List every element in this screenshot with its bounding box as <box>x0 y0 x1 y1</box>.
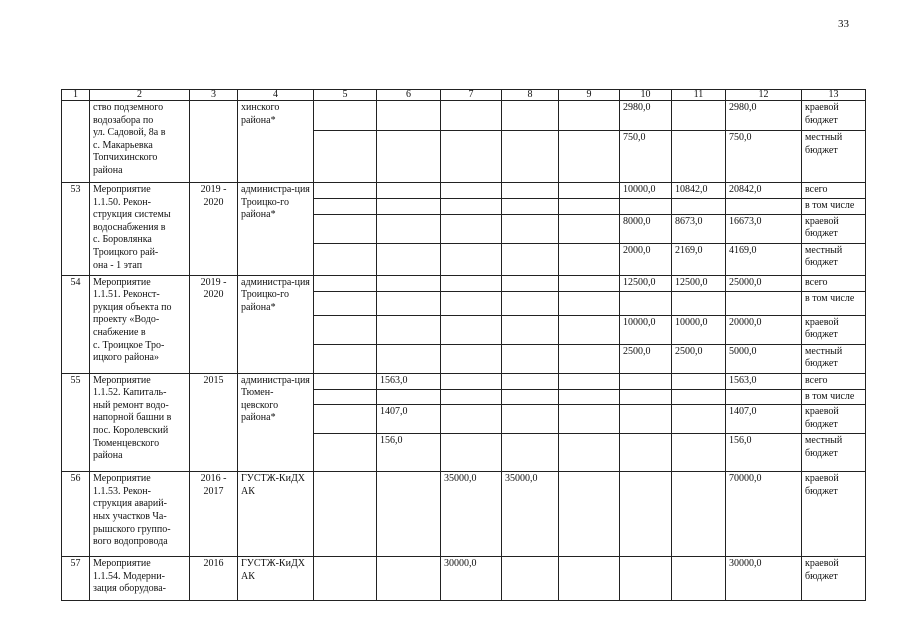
value-cell: 10000,0 <box>672 315 726 344</box>
cell <box>441 389 502 405</box>
cell <box>314 101 377 131</box>
cell <box>502 131 559 183</box>
funding-source: местный бюджет <box>802 243 866 275</box>
cell <box>620 405 672 434</box>
cell <box>559 275 620 291</box>
measure-description: ство подземного водозабора по ул. Садовой, 8а в с. Макарьевка Топчихинского района <box>90 101 190 183</box>
measure-description: Мероприятие 1.1.53. Рекон- струкция аварий- ных участков Ча- рышского группо- вого водопровода <box>90 472 190 557</box>
value-cell: 1563,0 <box>377 373 441 389</box>
cell <box>314 344 377 373</box>
value-cell: 156,0 <box>726 434 802 472</box>
table-row <box>62 373 866 389</box>
years <box>190 101 238 183</box>
funding-source: в том числе <box>802 199 866 215</box>
table-row <box>62 472 866 557</box>
funding-source: краевой бюджет <box>802 101 866 131</box>
header-cell: 4 <box>238 90 314 101</box>
cell <box>620 472 672 557</box>
value-cell: 10000,0 <box>620 183 672 199</box>
value-cell: 2500,0 <box>620 344 672 373</box>
cell <box>377 243 441 275</box>
cell <box>559 373 620 389</box>
cell <box>314 405 377 434</box>
cell <box>559 389 620 405</box>
value-cell: 10000,0 <box>620 315 672 344</box>
cell <box>441 291 502 315</box>
cell <box>441 405 502 434</box>
table-row <box>62 101 866 131</box>
measure-description: Мероприятие 1.1.50. Рекон- струкция системы водоснабжения в с. Боровлянка Троицкого рай- она - 1 этап <box>90 183 190 276</box>
cell <box>441 101 502 131</box>
cell <box>559 291 620 315</box>
value-cell: 1563,0 <box>726 373 802 389</box>
cell <box>377 291 441 315</box>
value-cell: 35000,0 <box>441 472 502 557</box>
years: 2016 <box>190 557 238 601</box>
funding-source: всего <box>802 275 866 291</box>
cell <box>314 275 377 291</box>
cell <box>672 199 726 215</box>
cell <box>620 389 672 405</box>
row-number: 53 <box>62 183 90 276</box>
value-cell: 2000,0 <box>620 243 672 275</box>
cell <box>377 472 441 557</box>
cell <box>314 434 377 472</box>
header-cell: 13 <box>802 90 866 101</box>
funding-source: в том числе <box>802 389 866 405</box>
value-cell: 4169,0 <box>726 243 802 275</box>
cell <box>377 101 441 131</box>
value-cell: 12500,0 <box>672 275 726 291</box>
header-cell: 5 <box>314 90 377 101</box>
cell <box>314 472 377 557</box>
value-cell: 30000,0 <box>726 557 802 601</box>
cell <box>502 557 559 601</box>
cell <box>314 214 377 243</box>
cell <box>620 434 672 472</box>
cell <box>672 373 726 389</box>
cell <box>620 557 672 601</box>
measure-description: Мероприятие 1.1.54. Модерни- зация оборудова- <box>90 557 190 601</box>
cell <box>620 373 672 389</box>
executor: администра-ция Троицко-го района* <box>238 275 314 373</box>
cell <box>314 389 377 405</box>
program-table <box>61 89 866 601</box>
cell <box>502 275 559 291</box>
value-cell: 750,0 <box>620 131 672 183</box>
table-row <box>62 183 866 199</box>
cell <box>559 199 620 215</box>
cell <box>559 405 620 434</box>
cell <box>559 434 620 472</box>
cell <box>441 183 502 199</box>
header-cell: 7 <box>441 90 502 101</box>
cell <box>672 472 726 557</box>
cell <box>559 131 620 183</box>
table-row <box>62 275 866 291</box>
funding-source: краевой бюджет <box>802 557 866 601</box>
value-cell: 1407,0 <box>726 405 802 434</box>
row-number: 56 <box>62 472 90 557</box>
header-cell: 8 <box>502 90 559 101</box>
header-cell: 2 <box>90 90 190 101</box>
cell <box>672 291 726 315</box>
cell <box>314 315 377 344</box>
value-cell: 750,0 <box>726 131 802 183</box>
value-cell: 20000,0 <box>726 315 802 344</box>
value-cell: 8673,0 <box>672 214 726 243</box>
funding-source: местный бюджет <box>802 131 866 183</box>
cell <box>672 405 726 434</box>
funding-source: в том числе <box>802 291 866 315</box>
cell <box>502 344 559 373</box>
cell <box>559 472 620 557</box>
cell <box>377 389 441 405</box>
measure-description: Мероприятие 1.1.51. Реконст- рукция объекта по проекту «Водо- снабжение в с. Троицкое Тро- ицкого района» <box>90 275 190 373</box>
row-number: 54 <box>62 275 90 373</box>
cell <box>441 373 502 389</box>
funding-source: всего <box>802 373 866 389</box>
years: 2016 - 2017 <box>190 472 238 557</box>
cell <box>377 275 441 291</box>
cell <box>377 315 441 344</box>
cell <box>441 131 502 183</box>
cell <box>441 315 502 344</box>
header-cell: 1 <box>62 90 90 101</box>
value-cell: 2500,0 <box>672 344 726 373</box>
row-number: 55 <box>62 373 90 472</box>
executor: ГУСТЖ-КиДХ АК <box>238 472 314 557</box>
value-cell: 20842,0 <box>726 183 802 199</box>
value-cell: 156,0 <box>377 434 441 472</box>
cell <box>559 557 620 601</box>
value-cell: 70000,0 <box>726 472 802 557</box>
cell <box>314 183 377 199</box>
cell <box>559 344 620 373</box>
cell <box>314 291 377 315</box>
cell <box>502 373 559 389</box>
page-number: 33 <box>838 18 849 30</box>
value-cell: 12500,0 <box>620 275 672 291</box>
cell <box>314 373 377 389</box>
cell <box>502 291 559 315</box>
value-cell: 5000,0 <box>726 344 802 373</box>
value-cell: 10842,0 <box>672 183 726 199</box>
cell <box>377 199 441 215</box>
cell <box>559 183 620 199</box>
cell <box>559 315 620 344</box>
cell <box>441 275 502 291</box>
cell <box>441 214 502 243</box>
funding-source: краевой бюджет <box>802 405 866 434</box>
cell <box>377 344 441 373</box>
value-cell: 35000,0 <box>502 472 559 557</box>
cell <box>377 131 441 183</box>
cell <box>314 557 377 601</box>
funding-source: местный бюджет <box>802 344 866 373</box>
cell <box>502 315 559 344</box>
cell <box>377 214 441 243</box>
value-cell: 2980,0 <box>620 101 672 131</box>
measure-description: Мероприятие 1.1.52. Капиталь- ный ремонт водо- напорной башни в пос. Королевский Тюменцевского района <box>90 373 190 472</box>
cell <box>314 131 377 183</box>
cell <box>502 214 559 243</box>
cell <box>726 291 802 315</box>
header-cell: 10 <box>620 90 672 101</box>
funding-source: краевой бюджет <box>802 315 866 344</box>
years: 2015 <box>190 373 238 472</box>
cell <box>314 243 377 275</box>
cell <box>620 291 672 315</box>
header-cell: 3 <box>190 90 238 101</box>
cell <box>559 214 620 243</box>
cell <box>502 405 559 434</box>
cell <box>726 389 802 405</box>
cell <box>502 183 559 199</box>
cell <box>726 199 802 215</box>
executor: администра-ция Троицко-го района* <box>238 183 314 276</box>
cell <box>502 389 559 405</box>
value-cell: 2980,0 <box>726 101 802 131</box>
cell <box>672 131 726 183</box>
row-number: 57 <box>62 557 90 601</box>
table-row <box>62 557 866 601</box>
value-cell: 30000,0 <box>441 557 502 601</box>
cell <box>441 434 502 472</box>
cell <box>377 183 441 199</box>
executor: хинского района* <box>238 101 314 183</box>
funding-source: краевой бюджет <box>802 214 866 243</box>
value-cell: 8000,0 <box>620 214 672 243</box>
cell <box>620 199 672 215</box>
cell <box>377 557 441 601</box>
cell <box>502 434 559 472</box>
funding-source: местный бюджет <box>802 434 866 472</box>
cell <box>502 101 559 131</box>
cell <box>559 101 620 131</box>
value-cell: 25000,0 <box>726 275 802 291</box>
header-cell: 9 <box>559 90 620 101</box>
header-cell: 11 <box>672 90 726 101</box>
executor: ГУСТЖ-КиДХ АК <box>238 557 314 601</box>
funding-source: всего <box>802 183 866 199</box>
executor: администра-ция Тюмен-цевского района* <box>238 373 314 472</box>
cell <box>559 243 620 275</box>
cell <box>672 557 726 601</box>
row-number <box>62 101 90 183</box>
years: 2019 - 2020 <box>190 275 238 373</box>
header-row <box>62 90 866 101</box>
funding-source: краевой бюджет <box>802 472 866 557</box>
header-cell: 12 <box>726 90 802 101</box>
cell <box>672 434 726 472</box>
cell <box>672 101 726 131</box>
header-cell: 6 <box>377 90 441 101</box>
value-cell: 1407,0 <box>377 405 441 434</box>
cell <box>314 199 377 215</box>
cell <box>502 199 559 215</box>
cell <box>502 243 559 275</box>
cell <box>441 344 502 373</box>
years: 2019 - 2020 <box>190 183 238 276</box>
value-cell: 2169,0 <box>672 243 726 275</box>
cell <box>441 243 502 275</box>
cell <box>441 199 502 215</box>
value-cell: 16673,0 <box>726 214 802 243</box>
cell <box>672 389 726 405</box>
